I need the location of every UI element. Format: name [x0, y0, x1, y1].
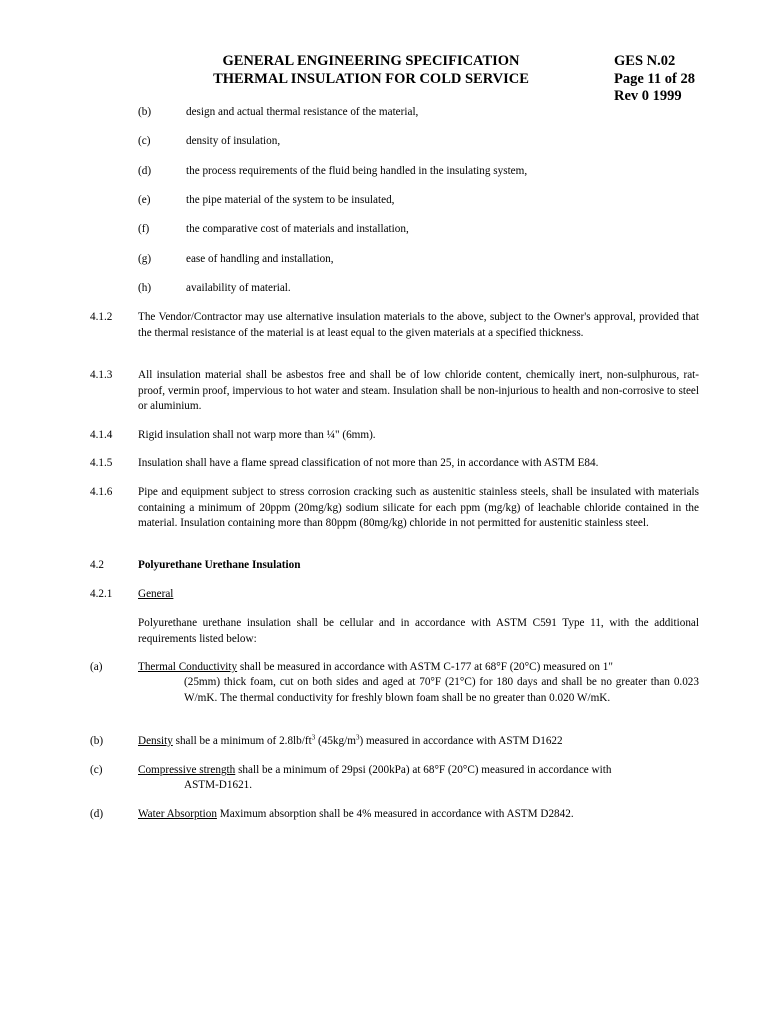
requirement-label: (b): [90, 735, 104, 747]
clause-number: 4.1.3: [90, 369, 113, 381]
general-paragraph: Polyurethane urethane insulation shall be cellular and in accordance with ASTM C591 Type 11, with the additional requirements listed below:: [138, 617, 699, 645]
list-item-label: (h): [138, 282, 152, 294]
spec-title: GENERAL ENGINEERING SPECIFICATION: [222, 53, 520, 69]
spec-code: GES N.02: [614, 53, 676, 69]
clause-text: The Vendor/Contractor may use alternative insulation materials to the above, subject to the Owner's approval, provided that the thermal resistance of the material is at least equal to the given materials at a specified thickness.: [138, 311, 699, 339]
list-item-label: (b): [138, 106, 152, 118]
list-item-label: (c): [138, 135, 151, 147]
subsection-heading: General: [138, 588, 174, 600]
clause-number: 4.1.2: [90, 311, 113, 323]
list-item-label: (e): [138, 194, 151, 206]
revision: Rev 0 1999: [614, 88, 682, 104]
section-number: 4.2: [90, 559, 104, 571]
requirement-label: (d): [90, 808, 104, 820]
requirement-term: Density: [138, 735, 173, 747]
superscript: 3: [355, 733, 360, 742]
list-item-text: the pipe material of the system to be insulated,: [186, 194, 395, 206]
list-item-text: ease of handling and installation,: [186, 253, 334, 265]
requirement-term: Water Absorption: [138, 808, 217, 820]
section-heading: Polyurethane Urethane Insulation: [138, 559, 301, 571]
list-item-text: design and actual thermal resistance of the material,: [186, 106, 419, 118]
requirement-term: Thermal Conductivity: [138, 661, 238, 673]
requirement-d-line: [138, 807, 574, 823]
requirement-text-cont: (25mm) thick foam, cut on both sides and aged at 70°F (21°C) for 180 days and shall be no greater than 0.023 W/mK. The thermal conductivity for freshly blown foam shall be no greater than 0.020 W/mK.: [184, 676, 699, 704]
requirement-text: shall be measured in accordance with ASTM C-177 at 68°F (20°C) measured on 1": [237, 661, 613, 673]
list-item-label: (f): [138, 223, 150, 235]
page-number: Page 11 of 28: [614, 71, 695, 87]
list-item-label: (d): [138, 165, 152, 177]
clause-number: 4.1.5: [90, 457, 113, 469]
list-item-text: the comparative cost of materials and installation,: [186, 223, 409, 235]
subsection-number: 4.2.1: [90, 588, 113, 600]
requirement-label: (a): [90, 661, 103, 673]
list-item-label: (g): [138, 253, 152, 265]
requirement-term: Compressive strength: [138, 764, 236, 776]
clause-number: 4.1.6: [90, 486, 113, 498]
requirement-text: shall be a minimum of 29psi (200kPa) at 68°F (20°C) measured in accordance with: [235, 764, 612, 776]
requirement-text-cont: ASTM-D1621.: [184, 779, 253, 791]
requirement-b-line: [138, 734, 563, 750]
list-item-text: the process requirements of the fluid being handled in the insulating system,: [186, 165, 528, 177]
superscript: 3: [311, 733, 316, 742]
requirement-c-line: [138, 763, 611, 779]
clause-text: Insulation shall have a flame spread classification of not more than 25, in accordance with ASTM E84.: [138, 457, 599, 469]
list-item-text: density of insulation,: [186, 135, 281, 147]
clause-text: Rigid insulation shall not warp more than ¼" (6mm).: [138, 429, 376, 441]
clause-text: Pipe and equipment subject to stress corrosion cracking such as austenitic stainless steels, shall be insulated with materials containing a minimum of 20ppm (20mg/kg) sodium silicate for each ppm (mg/kg) of leachable chloride contained in the material. Insulation containing more than 80ppm (80mg/kg) chloride in not permitted for austenitic stainless steel.: [138, 486, 699, 529]
requirement-label: (c): [90, 764, 103, 776]
list-item-text: availability of material.: [186, 282, 291, 294]
clause-text: All insulation material shall be asbestos free and shall be of low chloride content, chemically inert, non-sulphurous, rat-proof, vermin proof, impervious to hot water and steam. Insulation shall be non-injurious to health and non-corrosive to steel or aluminium.: [138, 369, 699, 412]
requirement-text: (45kg/m: [315, 735, 356, 747]
requirement-text: Maximum absorption shall be 4% measured in accordance with ASTM D2842.: [216, 808, 574, 820]
requirement-a-line: [138, 660, 613, 676]
requirement-text: ) measured in accordance with ASTM D1622: [359, 735, 563, 747]
spec-subtitle: THERMAL INSULATION FOR COLD SERVICE: [213, 71, 529, 87]
requirement-text: shall be a minimum of 2.8lb/ft: [172, 735, 312, 747]
clause-number: 4.1.4: [90, 429, 113, 441]
